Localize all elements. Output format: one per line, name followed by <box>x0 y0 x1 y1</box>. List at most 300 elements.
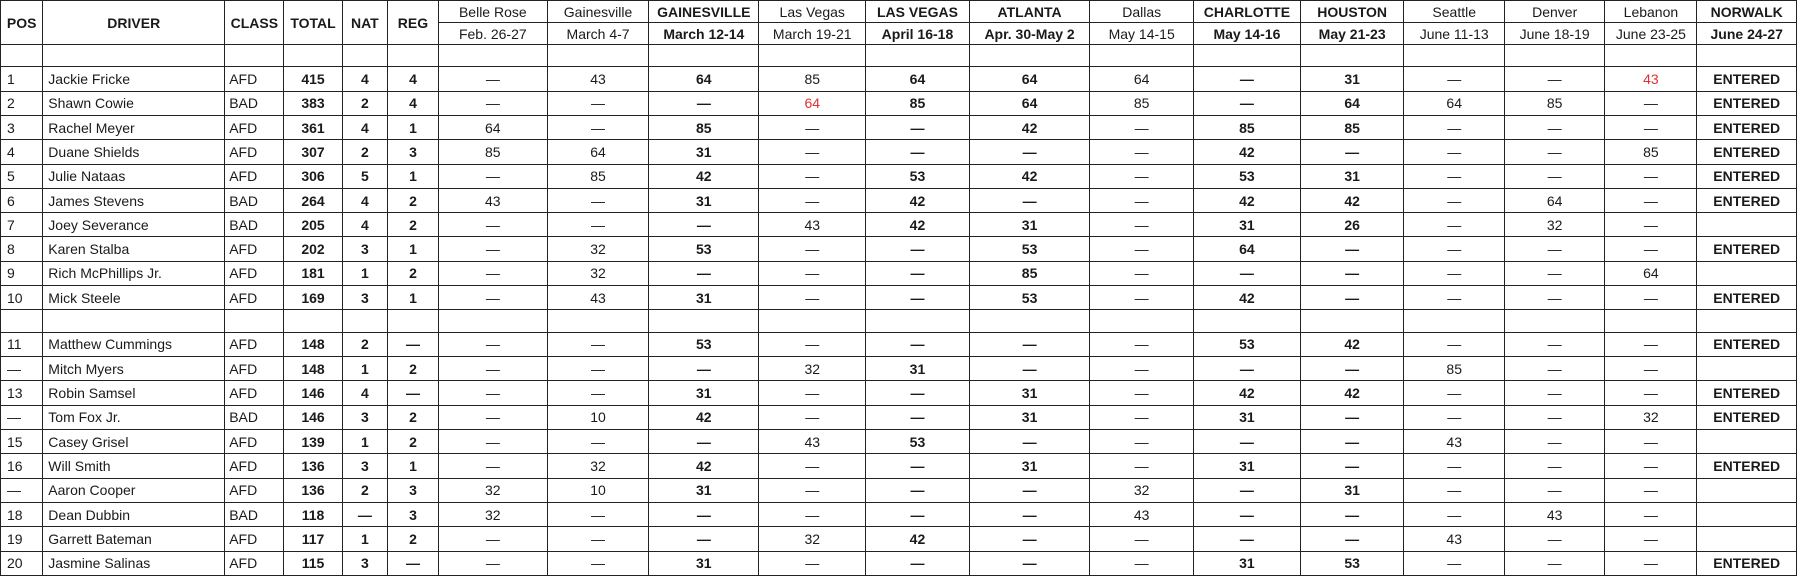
score-cell-3: 43 <box>759 429 866 453</box>
score-cell-9: — <box>1404 67 1504 91</box>
score-cell-11: 32 <box>1605 405 1697 429</box>
score-cell-10: 85 <box>1504 91 1604 115</box>
score-cell-7: 31 <box>1194 551 1301 575</box>
score-cell-4: — <box>866 332 970 356</box>
score-cell-1: 43 <box>547 67 649 91</box>
score-cell-0: — <box>438 332 547 356</box>
driver-cell: Tom Fox Jr. <box>43 405 225 429</box>
score-cell-8: 53 <box>1300 551 1404 575</box>
score-cell-12: ENTERED <box>1697 405 1797 429</box>
score-cell-5: 64 <box>969 91 1090 115</box>
score-cell-0: — <box>438 527 547 551</box>
score-cell-0: 32 <box>438 502 547 526</box>
table-row <box>1 551 1797 575</box>
score-cell-8: — <box>1300 237 1404 261</box>
score-cell-11: — <box>1605 91 1697 115</box>
nat-cell: 5 <box>342 164 387 188</box>
score-cell-8: 26 <box>1300 213 1404 237</box>
table-row <box>1 237 1797 261</box>
score-cell-9: 43 <box>1404 429 1504 453</box>
spacer-cell <box>1605 45 1697 67</box>
score-cell-4: 31 <box>866 357 970 381</box>
reg-cell: 1 <box>388 115 439 139</box>
total-cell: 307 <box>284 140 342 164</box>
reg-cell: 2 <box>388 527 439 551</box>
spacer-cell <box>759 45 866 67</box>
pos-header: POS <box>1 1 43 45</box>
total-cell: 415 <box>284 67 342 91</box>
score-cell-3: — <box>759 237 866 261</box>
score-cell-4: 85 <box>866 91 970 115</box>
score-cell-8: — <box>1300 502 1404 526</box>
spacer-cell <box>547 45 649 67</box>
score-cell-4: 42 <box>866 213 970 237</box>
score-cell-3: — <box>759 405 866 429</box>
score-cell-0: — <box>438 91 547 115</box>
score-cell-4: — <box>866 115 970 139</box>
nat-cell: 4 <box>342 381 387 405</box>
spacer-cell <box>759 310 866 332</box>
total-cell: 383 <box>284 91 342 115</box>
score-cell-3: — <box>759 261 866 285</box>
event-name-9: Seattle <box>1404 1 1504 23</box>
score-cell-12 <box>1697 527 1797 551</box>
event-date-5: Apr. 30-May 2 <box>969 23 1090 45</box>
pos-cell: 1 <box>1 67 43 91</box>
spacer-cell <box>1300 310 1404 332</box>
reg-cell: 1 <box>388 164 439 188</box>
table-row <box>1 115 1797 139</box>
driver-cell: Mick Steele <box>43 286 225 310</box>
nat-cell: 1 <box>342 429 387 453</box>
score-cell-0: — <box>438 213 547 237</box>
score-cell-6: — <box>1090 332 1194 356</box>
spacer-cell <box>1404 310 1504 332</box>
score-cell-10: — <box>1504 381 1604 405</box>
score-cell-1: — <box>547 213 649 237</box>
spacer-cell <box>1090 45 1194 67</box>
nat-cell: 2 <box>342 91 387 115</box>
table-row <box>1 188 1797 212</box>
score-cell-1: 85 <box>547 164 649 188</box>
score-cell-6: — <box>1090 454 1194 478</box>
total-cell: 146 <box>284 405 342 429</box>
score-cell-3: — <box>759 454 866 478</box>
score-cell-6: — <box>1090 527 1194 551</box>
total-cell: 115 <box>284 551 342 575</box>
event-date-9: June 11-13 <box>1404 23 1504 45</box>
table-row <box>1 91 1797 115</box>
score-cell-6: — <box>1090 429 1194 453</box>
score-cell-11: — <box>1605 454 1697 478</box>
score-cell-12 <box>1697 261 1797 285</box>
score-cell-1: 32 <box>547 261 649 285</box>
class-cell: AFD <box>225 67 284 91</box>
driver-cell: James Stevens <box>43 188 225 212</box>
score-cell-7: 31 <box>1194 213 1301 237</box>
score-cell-9: — <box>1404 115 1504 139</box>
score-cell-5: 31 <box>969 454 1090 478</box>
score-cell-3: — <box>759 551 866 575</box>
score-cell-9: — <box>1404 405 1504 429</box>
score-cell-2: — <box>649 527 759 551</box>
score-cell-12 <box>1697 429 1797 453</box>
class-cell: AFD <box>225 115 284 139</box>
score-cell-8: 31 <box>1300 164 1404 188</box>
score-cell-2: 31 <box>649 381 759 405</box>
score-cell-7: — <box>1194 261 1301 285</box>
score-cell-5: 53 <box>969 237 1090 261</box>
score-cell-2: — <box>649 357 759 381</box>
table-row <box>1 429 1797 453</box>
score-cell-10: — <box>1504 115 1604 139</box>
pos-cell: 8 <box>1 237 43 261</box>
score-cell-1: — <box>547 551 649 575</box>
table-row <box>1 67 1797 91</box>
nat-cell: 2 <box>342 332 387 356</box>
total-cell: 264 <box>284 188 342 212</box>
reg-cell: 2 <box>388 213 439 237</box>
score-cell-9: — <box>1404 478 1504 502</box>
score-cell-1: — <box>547 115 649 139</box>
table-row <box>1 286 1797 310</box>
score-cell-0: — <box>438 405 547 429</box>
score-cell-9: — <box>1404 164 1504 188</box>
score-cell-5: — <box>969 551 1090 575</box>
score-cell-12: ENTERED <box>1697 286 1797 310</box>
table-row <box>1 502 1797 526</box>
score-cell-11: — <box>1605 357 1697 381</box>
event-date-6: May 14-15 <box>1090 23 1194 45</box>
score-cell-12: ENTERED <box>1697 164 1797 188</box>
score-cell-9: — <box>1404 332 1504 356</box>
score-cell-0: — <box>438 164 547 188</box>
event-date-12: June 24-27 <box>1697 23 1797 45</box>
score-cell-0: — <box>438 67 547 91</box>
score-cell-3: — <box>759 478 866 502</box>
score-cell-11: 43 <box>1605 67 1697 91</box>
score-cell-6: — <box>1090 115 1194 139</box>
score-cell-0: — <box>438 429 547 453</box>
nat-cell: 4 <box>342 67 387 91</box>
score-cell-11: 64 <box>1605 261 1697 285</box>
score-cell-10: 32 <box>1504 213 1604 237</box>
table-row <box>1 140 1797 164</box>
pos-cell: 6 <box>1 188 43 212</box>
score-cell-7: — <box>1194 478 1301 502</box>
reg-cell: 3 <box>388 502 439 526</box>
score-cell-3: 43 <box>759 213 866 237</box>
score-cell-0: — <box>438 261 547 285</box>
total-cell: 361 <box>284 115 342 139</box>
spacer-cell <box>284 310 342 332</box>
score-cell-3: 32 <box>759 357 866 381</box>
score-cell-8: 31 <box>1300 478 1404 502</box>
nat-cell: 1 <box>342 261 387 285</box>
score-cell-7: — <box>1194 429 1301 453</box>
reg-cell: — <box>388 381 439 405</box>
score-cell-9: — <box>1404 454 1504 478</box>
score-cell-1: — <box>547 188 649 212</box>
score-cell-4: — <box>866 502 970 526</box>
score-cell-10: — <box>1504 429 1604 453</box>
score-cell-3: — <box>759 164 866 188</box>
score-cell-7: — <box>1194 67 1301 91</box>
score-cell-10: — <box>1504 332 1604 356</box>
score-cell-2: — <box>649 502 759 526</box>
score-cell-10: — <box>1504 357 1604 381</box>
score-cell-9: 64 <box>1404 91 1504 115</box>
pos-cell: 20 <box>1 551 43 575</box>
score-cell-7: — <box>1194 527 1301 551</box>
score-cell-9: — <box>1404 502 1504 526</box>
score-cell-12: ENTERED <box>1697 237 1797 261</box>
score-cell-11: — <box>1605 237 1697 261</box>
score-cell-5: — <box>969 140 1090 164</box>
score-cell-8: — <box>1300 261 1404 285</box>
score-cell-9: — <box>1404 381 1504 405</box>
score-cell-11: — <box>1605 381 1697 405</box>
score-cell-9: 85 <box>1404 357 1504 381</box>
score-cell-9: 43 <box>1404 527 1504 551</box>
score-cell-10: — <box>1504 140 1604 164</box>
pos-cell: 19 <box>1 527 43 551</box>
table-row <box>1 381 1797 405</box>
score-cell-5: 31 <box>969 213 1090 237</box>
score-cell-6: — <box>1090 405 1194 429</box>
score-cell-4: — <box>866 237 970 261</box>
spacer-cell <box>43 45 225 67</box>
score-cell-9: — <box>1404 286 1504 310</box>
score-cell-11: — <box>1605 429 1697 453</box>
total-cell: 306 <box>284 164 342 188</box>
spacer-cell <box>1194 45 1301 67</box>
table-row <box>1 478 1797 502</box>
score-cell-2: — <box>649 261 759 285</box>
score-cell-1: 32 <box>547 454 649 478</box>
score-cell-10: — <box>1504 261 1604 285</box>
pos-cell: 3 <box>1 115 43 139</box>
spacer-cell <box>284 45 342 67</box>
event-date-0: Feb. 26-27 <box>438 23 547 45</box>
score-cell-3: — <box>759 502 866 526</box>
score-cell-2: 85 <box>649 115 759 139</box>
spacer-cell <box>1 310 43 332</box>
score-cell-6: — <box>1090 213 1194 237</box>
driver-header: DRIVER <box>43 1 225 45</box>
score-cell-0: — <box>438 381 547 405</box>
class-cell: AFD <box>225 381 284 405</box>
score-cell-11: — <box>1605 551 1697 575</box>
driver-cell: Rachel Meyer <box>43 115 225 139</box>
total-cell: 205 <box>284 213 342 237</box>
score-cell-8: 42 <box>1300 381 1404 405</box>
score-cell-12 <box>1697 357 1797 381</box>
event-name-5: ATLANTA <box>969 1 1090 23</box>
driver-cell: Robin Samsel <box>43 381 225 405</box>
pos-cell: — <box>1 405 43 429</box>
score-cell-11: — <box>1605 115 1697 139</box>
class-cell: BAD <box>225 213 284 237</box>
total-cell: 139 <box>284 429 342 453</box>
spacer-cell <box>866 310 970 332</box>
score-cell-11: — <box>1605 188 1697 212</box>
nat-cell: 4 <box>342 115 387 139</box>
class-cell: AFD <box>225 429 284 453</box>
driver-cell: Karen Stalba <box>43 237 225 261</box>
event-name-1: Gainesville <box>547 1 649 23</box>
nat-cell: 1 <box>342 527 387 551</box>
score-cell-0: 32 <box>438 478 547 502</box>
spacer-cell <box>649 310 759 332</box>
score-cell-6: — <box>1090 188 1194 212</box>
score-cell-8: 42 <box>1300 332 1404 356</box>
score-cell-3: — <box>759 381 866 405</box>
driver-cell: Mitch Myers <box>43 357 225 381</box>
driver-cell: Duane Shields <box>43 140 225 164</box>
score-cell-1: — <box>547 91 649 115</box>
score-cell-10: — <box>1504 478 1604 502</box>
driver-cell: Matthew Cummings <box>43 332 225 356</box>
nat-cell: 3 <box>342 405 387 429</box>
score-cell-0: 85 <box>438 140 547 164</box>
driver-cell: Rich McPhillips Jr. <box>43 261 225 285</box>
spacer-cell <box>438 45 547 67</box>
score-cell-12: ENTERED <box>1697 381 1797 405</box>
event-name-2: GAINESVILLE <box>649 1 759 23</box>
class-cell: BAD <box>225 91 284 115</box>
pos-cell: 16 <box>1 454 43 478</box>
nat-cell: 3 <box>342 237 387 261</box>
event-name-3: Las Vegas <box>759 1 866 23</box>
event-name-6: Dallas <box>1090 1 1194 23</box>
score-cell-12: ENTERED <box>1697 188 1797 212</box>
class-header: CLASS <box>225 1 284 45</box>
total-cell: 148 <box>284 357 342 381</box>
class-cell: BAD <box>225 188 284 212</box>
score-cell-0: 43 <box>438 188 547 212</box>
score-cell-6: — <box>1090 261 1194 285</box>
score-cell-1: — <box>547 332 649 356</box>
score-cell-7: 53 <box>1194 332 1301 356</box>
score-cell-9: — <box>1404 237 1504 261</box>
score-cell-2: 31 <box>649 551 759 575</box>
score-cell-10: — <box>1504 237 1604 261</box>
score-cell-7: 31 <box>1194 454 1301 478</box>
score-cell-4: — <box>866 286 970 310</box>
pos-cell: — <box>1 357 43 381</box>
score-cell-12 <box>1697 478 1797 502</box>
spacer-cell <box>438 310 547 332</box>
class-cell: AFD <box>225 237 284 261</box>
nat-cell: 1 <box>342 357 387 381</box>
score-cell-1: — <box>547 429 649 453</box>
reg-cell: 3 <box>388 478 439 502</box>
driver-cell: Joey Severance <box>43 213 225 237</box>
reg-cell: 4 <box>388 91 439 115</box>
score-cell-12 <box>1697 213 1797 237</box>
total-cell: 202 <box>284 237 342 261</box>
reg-cell: 2 <box>388 405 439 429</box>
spacer-cell <box>649 45 759 67</box>
class-cell: AFD <box>225 454 284 478</box>
score-cell-8: 64 <box>1300 91 1404 115</box>
score-cell-11: — <box>1605 332 1697 356</box>
event-name-10: Denver <box>1504 1 1604 23</box>
score-cell-12: ENTERED <box>1697 67 1797 91</box>
score-cell-2: 31 <box>649 478 759 502</box>
score-cell-4: 53 <box>866 429 970 453</box>
driver-cell: Julie Nataas <box>43 164 225 188</box>
spacer-cell <box>1697 310 1797 332</box>
reg-cell: 2 <box>388 357 439 381</box>
reg-header: REG <box>388 1 439 45</box>
score-cell-2: 31 <box>649 286 759 310</box>
driver-cell: Jasmine Salinas <box>43 551 225 575</box>
score-cell-0: — <box>438 237 547 261</box>
score-cell-5: — <box>969 527 1090 551</box>
total-cell: 146 <box>284 381 342 405</box>
table-row <box>1 213 1797 237</box>
table-row <box>1 261 1797 285</box>
nat-cell: 2 <box>342 478 387 502</box>
score-cell-4: 42 <box>866 188 970 212</box>
score-cell-4: — <box>866 478 970 502</box>
reg-cell: — <box>388 332 439 356</box>
score-cell-4: — <box>866 140 970 164</box>
score-cell-6: — <box>1090 551 1194 575</box>
class-cell: BAD <box>225 502 284 526</box>
driver-cell: Garrett Bateman <box>43 527 225 551</box>
score-cell-11: 85 <box>1605 140 1697 164</box>
pos-cell: 15 <box>1 429 43 453</box>
standings-body <box>1 45 1797 576</box>
class-cell: AFD <box>225 357 284 381</box>
score-cell-9: — <box>1404 188 1504 212</box>
score-cell-10: — <box>1504 405 1604 429</box>
score-cell-1: 32 <box>547 237 649 261</box>
table-row <box>1 405 1797 429</box>
score-cell-9: — <box>1404 213 1504 237</box>
score-cell-2: 31 <box>649 188 759 212</box>
score-cell-0: — <box>438 286 547 310</box>
score-cell-8: 85 <box>1300 115 1404 139</box>
pos-cell: 4 <box>1 140 43 164</box>
event-date-1: March 4-7 <box>547 23 649 45</box>
reg-cell: 2 <box>388 188 439 212</box>
score-cell-12: ENTERED <box>1697 551 1797 575</box>
score-cell-1: — <box>547 527 649 551</box>
score-cell-5: 85 <box>969 261 1090 285</box>
table-row <box>1 527 1797 551</box>
score-cell-12: ENTERED <box>1697 91 1797 115</box>
score-cell-6: — <box>1090 164 1194 188</box>
score-cell-8: 31 <box>1300 67 1404 91</box>
pos-cell: 11 <box>1 332 43 356</box>
spacer-cell <box>342 310 387 332</box>
score-cell-1: 64 <box>547 140 649 164</box>
driver-cell: Shawn Cowie <box>43 91 225 115</box>
score-cell-2: — <box>649 429 759 453</box>
score-cell-3: — <box>759 140 866 164</box>
score-cell-1: — <box>547 381 649 405</box>
class-cell: AFD <box>225 164 284 188</box>
score-cell-7: — <box>1194 91 1301 115</box>
score-cell-1: 10 <box>547 405 649 429</box>
nat-cell: — <box>342 502 387 526</box>
score-cell-5: — <box>969 188 1090 212</box>
class-cell: AFD <box>225 261 284 285</box>
